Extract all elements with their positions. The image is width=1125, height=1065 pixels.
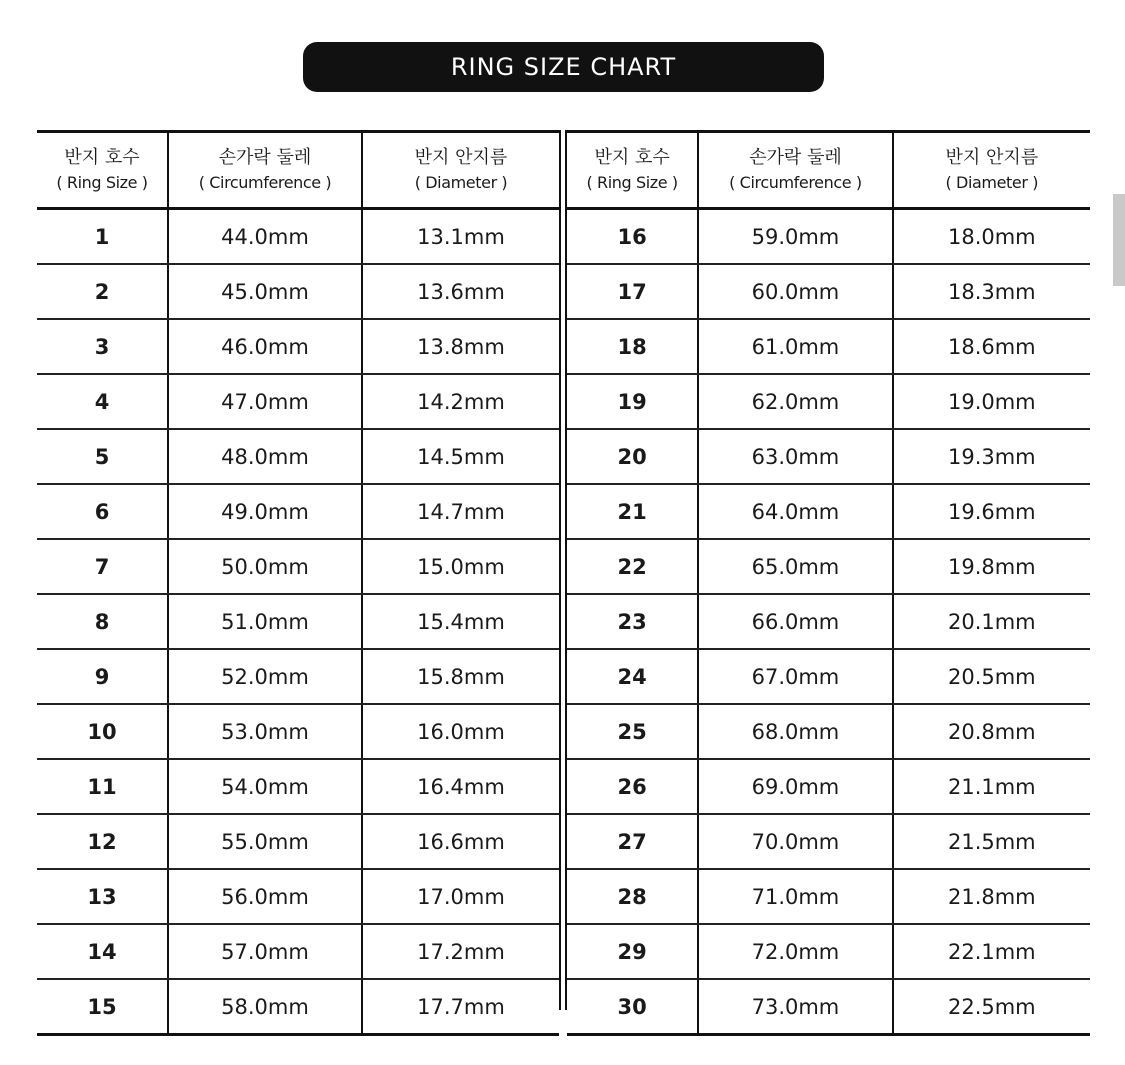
circumference-cell: 56.0mm: [168, 869, 362, 924]
table-row: [37, 869, 559, 924]
table-row: [567, 374, 1090, 429]
table-row: [37, 484, 559, 539]
diameter-cell: 13.8mm: [362, 319, 559, 374]
header-diam-english: ( Diameter ): [414, 173, 508, 192]
ring-size-cell: 30: [567, 979, 698, 1035]
circumference-cell: 65.0mm: [698, 539, 892, 594]
diameter-cell: 19.3mm: [893, 429, 1090, 484]
ring-size-cell: 4: [37, 374, 168, 429]
table-row: [567, 814, 1090, 869]
header-diam-korean: 반지 안지름: [945, 147, 1039, 168]
table-row: [567, 429, 1090, 484]
circumference-cell: 66.0mm: [698, 594, 892, 649]
table-row: [37, 979, 559, 1035]
table-row: [567, 704, 1090, 759]
ring-size-cell: 12: [37, 814, 168, 869]
diameter-cell: 16.6mm: [362, 814, 559, 869]
circumference-cell: 68.0mm: [698, 704, 892, 759]
circumference-cell: 48.0mm: [168, 429, 362, 484]
ring-size-cell: 8: [37, 594, 168, 649]
table-row: [567, 924, 1090, 979]
chart-left-half: [37, 130, 559, 1019]
header-diameter: [362, 132, 559, 209]
diameter-cell: 15.0mm: [362, 539, 559, 594]
ring-size-cell: 27: [567, 814, 698, 869]
circumference-cell: 60.0mm: [698, 264, 892, 319]
header-diam-korean: 반지 안지름: [414, 147, 508, 168]
header-ring-size: [567, 132, 698, 209]
ring-size-cell: 2: [37, 264, 168, 319]
circumference-cell: 73.0mm: [698, 979, 892, 1035]
circumference-cell: 63.0mm: [698, 429, 892, 484]
diameter-cell: 20.1mm: [893, 594, 1090, 649]
diameter-cell: 21.5mm: [893, 814, 1090, 869]
diameter-cell: 13.1mm: [362, 209, 559, 265]
table-row: [37, 539, 559, 594]
ring-size-cell: 6: [37, 484, 168, 539]
table-row: [567, 869, 1090, 924]
circumference-cell: 45.0mm: [168, 264, 362, 319]
table-row: [567, 539, 1090, 594]
double-divider: [559, 130, 567, 1010]
table-row: [37, 704, 559, 759]
size-table-left: [37, 130, 559, 1036]
circumference-cell: 57.0mm: [168, 924, 362, 979]
size-table-right: [567, 130, 1090, 1036]
ring-size-cell: 28: [567, 869, 698, 924]
circumference-cell: 54.0mm: [168, 759, 362, 814]
table-row: [37, 209, 559, 265]
ring-size-cell: 20: [567, 429, 698, 484]
table-row: [37, 814, 559, 869]
ring-size-cell: 3: [37, 319, 168, 374]
circumference-cell: 71.0mm: [698, 869, 892, 924]
diameter-cell: 21.8mm: [893, 869, 1090, 924]
diameter-cell: 19.8mm: [893, 539, 1090, 594]
circumference-cell: 55.0mm: [168, 814, 362, 869]
ring-size-cell: 19: [567, 374, 698, 429]
circumference-cell: 67.0mm: [698, 649, 892, 704]
ring-size-cell: 7: [37, 539, 168, 594]
chart-title: RING SIZE CHART: [450, 53, 677, 81]
diameter-cell: 20.5mm: [893, 649, 1090, 704]
table-row: [567, 759, 1090, 814]
chart-title-banner: [303, 42, 824, 92]
table-row: [37, 374, 559, 429]
header-circ-korean: 손가락 둘레: [218, 147, 312, 168]
ring-size-cell: 13: [37, 869, 168, 924]
table-row: [37, 924, 559, 979]
circumference-cell: 44.0mm: [168, 209, 362, 265]
ring-size-cell: 10: [37, 704, 168, 759]
diameter-cell: 20.8mm: [893, 704, 1090, 759]
diameter-cell: 16.0mm: [362, 704, 559, 759]
circumference-cell: 72.0mm: [698, 924, 892, 979]
ring-size-cell: 24: [567, 649, 698, 704]
diameter-cell: 17.7mm: [417, 994, 505, 1019]
table-row: [37, 594, 559, 649]
header-circ-english: ( Circumference ): [198, 173, 332, 192]
ring-size-cell: 22: [567, 539, 698, 594]
header-diameter: [893, 132, 1090, 209]
circumference-cell: 59.0mm: [698, 209, 892, 265]
diameter-cell: 17.2mm: [362, 924, 559, 979]
circumference-cell: 69.0mm: [698, 759, 892, 814]
chart-right-half: [567, 130, 1090, 1019]
diameter-cell: 19.0mm: [893, 374, 1090, 429]
ring-size-cell: 21: [567, 484, 698, 539]
header-size-korean: 반지 호수: [594, 147, 670, 168]
table-body-right: [567, 209, 1090, 1035]
table-row: [567, 979, 1090, 1035]
header-circumference: [698, 132, 892, 209]
diameter-cell: 14.2mm: [362, 374, 559, 429]
diameter-cell: 14.7mm: [362, 484, 559, 539]
circumference-cell: 46.0mm: [168, 319, 362, 374]
circumference-cell: 51.0mm: [168, 594, 362, 649]
table-row: [567, 209, 1090, 265]
table-row: [567, 319, 1090, 374]
circumference-cell: 58.0mm: [168, 979, 362, 1035]
diameter-cell: 18.6mm: [893, 319, 1090, 374]
header-ring-size: [37, 132, 168, 209]
table-row: [37, 649, 559, 704]
table-header-row: [567, 132, 1090, 209]
table-row: [37, 429, 559, 484]
ring-size-cell: 9: [37, 649, 168, 704]
circumference-cell: 53.0mm: [168, 704, 362, 759]
ring-size-cell: 23: [567, 594, 698, 649]
header-size-english: ( Ring Size ): [586, 173, 678, 192]
ring-size-cell: 1: [37, 209, 168, 265]
header-circ-english: ( Circumference ): [729, 173, 862, 192]
circumference-cell: 61.0mm: [698, 319, 892, 374]
diameter-cell: 21.1mm: [893, 759, 1090, 814]
ring-size-cell: 14: [37, 924, 168, 979]
diameter-cell: 18.3mm: [893, 264, 1090, 319]
table-row: [37, 759, 559, 814]
circumference-cell: 49.0mm: [168, 484, 362, 539]
header-size-english: ( Ring Size ): [56, 173, 148, 192]
diameter-cell: 13.6mm: [362, 264, 559, 319]
ring-size-cell: 18: [567, 319, 698, 374]
diameter-cell: 16.4mm: [362, 759, 559, 814]
ring-size-cell: 11: [37, 759, 168, 814]
header-circ-korean: 손가락 둘레: [749, 147, 842, 168]
table-row: [567, 594, 1090, 649]
diameter-cell: 18.0mm: [893, 209, 1090, 265]
header-circumference: [168, 132, 362, 209]
circumference-cell: 70.0mm: [698, 814, 892, 869]
circumference-cell: 62.0mm: [698, 374, 892, 429]
header-diam-english: ( Diameter ): [945, 173, 1039, 192]
diameter-cell: 17.0mm: [362, 869, 559, 924]
circumference-cell: 52.0mm: [168, 649, 362, 704]
ring-size-cell: 17: [567, 264, 698, 319]
scrollbar-thumb[interactable]: [1113, 194, 1125, 286]
ring-size-cell: 16: [567, 209, 698, 265]
table-row: [567, 264, 1090, 319]
table-row: [567, 649, 1090, 704]
ring-size-cell: 26: [567, 759, 698, 814]
ring-size-cell: 15: [37, 979, 168, 1035]
diameter-cell: 22.5mm: [947, 994, 1036, 1019]
diameter-cell: 19.6mm: [893, 484, 1090, 539]
circumference-cell: 47.0mm: [168, 374, 362, 429]
diameter-cell: 14.5mm: [362, 429, 559, 484]
ring-size-chart: [37, 130, 1090, 1019]
ring-size-cell: 5: [37, 429, 168, 484]
table-row: [37, 264, 559, 319]
circumference-cell: 50.0mm: [168, 539, 362, 594]
diameter-cell: 15.8mm: [362, 649, 559, 704]
header-size-korean: 반지 호수: [64, 147, 140, 168]
ring-size-cell: 29: [567, 924, 698, 979]
table-row: [37, 319, 559, 374]
diameter-cell: 22.1mm: [893, 924, 1090, 979]
table-body-left: [37, 209, 559, 1035]
circumference-cell: 64.0mm: [698, 484, 892, 539]
table-row: [567, 484, 1090, 539]
table-header-row: [37, 132, 559, 209]
ring-size-cell: 25: [567, 704, 698, 759]
diameter-cell: 15.4mm: [362, 594, 559, 649]
